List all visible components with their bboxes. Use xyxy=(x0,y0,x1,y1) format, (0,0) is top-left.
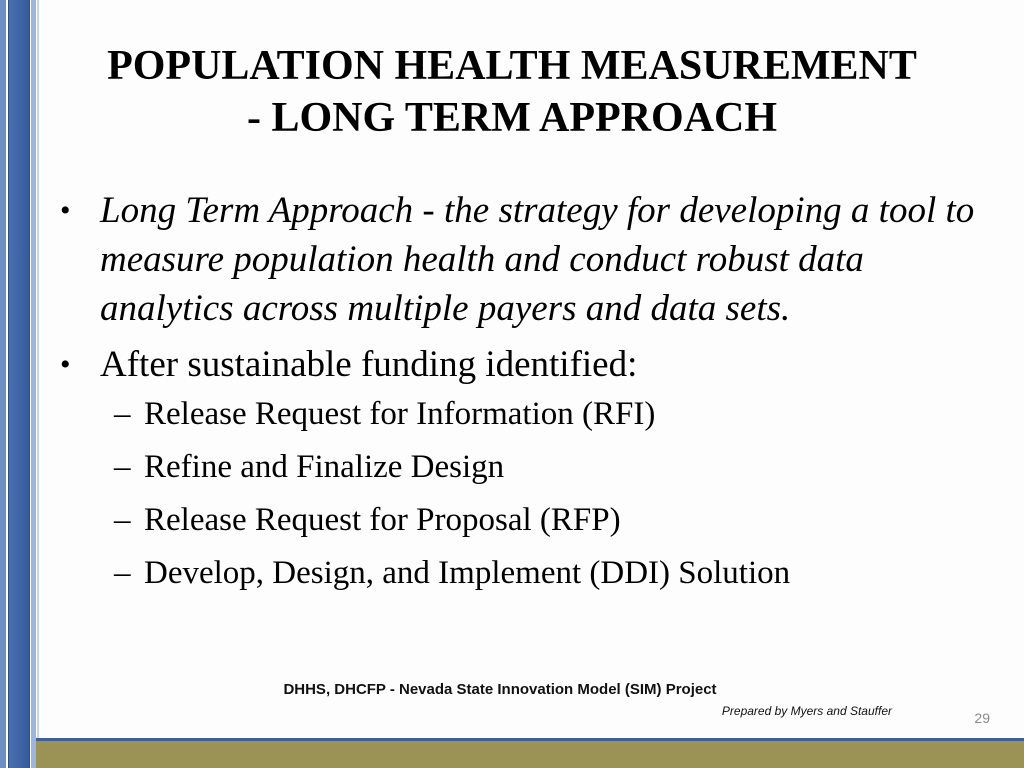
sub-bullet-item xyxy=(58,554,988,593)
bullet-item-after-funding xyxy=(58,340,988,389)
bottom-decor-band xyxy=(36,738,1024,768)
sub-bullet-text: Develop, Design, and Implement (DDI) Solution xyxy=(144,555,791,591)
page-number: 29 xyxy=(974,710,990,726)
bullet-marker: • xyxy=(60,348,71,381)
footer-project-name: DHHS, DHCFP - Nevada State Innovation Model (SIM) Project xyxy=(283,681,717,698)
left-decor-bar-separator xyxy=(37,0,39,768)
sub-bullet-list xyxy=(58,395,988,593)
sub-bullet-marker: – xyxy=(114,449,131,485)
footer-prepared-by: Prepared by Myers and Stauffer xyxy=(721,704,892,718)
bullet-text: After sustainable funding identified: xyxy=(100,344,638,385)
left-decor-bar-main xyxy=(8,0,30,768)
sub-bullet-text: Release Request for Information (RFI) xyxy=(144,396,656,432)
slide-content xyxy=(58,186,988,607)
sub-bullet-item xyxy=(58,448,988,487)
sub-bullet-text: Refine and Finalize Design xyxy=(144,449,505,485)
sub-bullet-marker: – xyxy=(114,502,131,538)
sub-bullet-text: Release Request for Proposal (RFP) xyxy=(144,502,621,538)
bullet-marker: • xyxy=(60,194,71,227)
slide-title-line-1: POPULATION HEALTH MEASUREMENT xyxy=(107,43,917,89)
sub-bullet-item xyxy=(58,395,988,434)
sub-bullet-marker: – xyxy=(114,555,131,591)
bullet-text: Long Term Approach - the strategy for developing a tool to measure population health and conduct robust data analytics across multiple payers and data sets. xyxy=(100,190,975,329)
sub-bullet-marker: – xyxy=(114,396,131,432)
left-decor-bar-outer xyxy=(0,0,6,768)
left-decor-bar-thin xyxy=(31,0,36,768)
sub-bullet-item xyxy=(58,501,988,540)
slide-title-line-2: - LONG TERM APPROACH xyxy=(246,95,778,141)
slide-title xyxy=(50,40,974,144)
bullet-item-long-term-approach xyxy=(58,186,988,333)
